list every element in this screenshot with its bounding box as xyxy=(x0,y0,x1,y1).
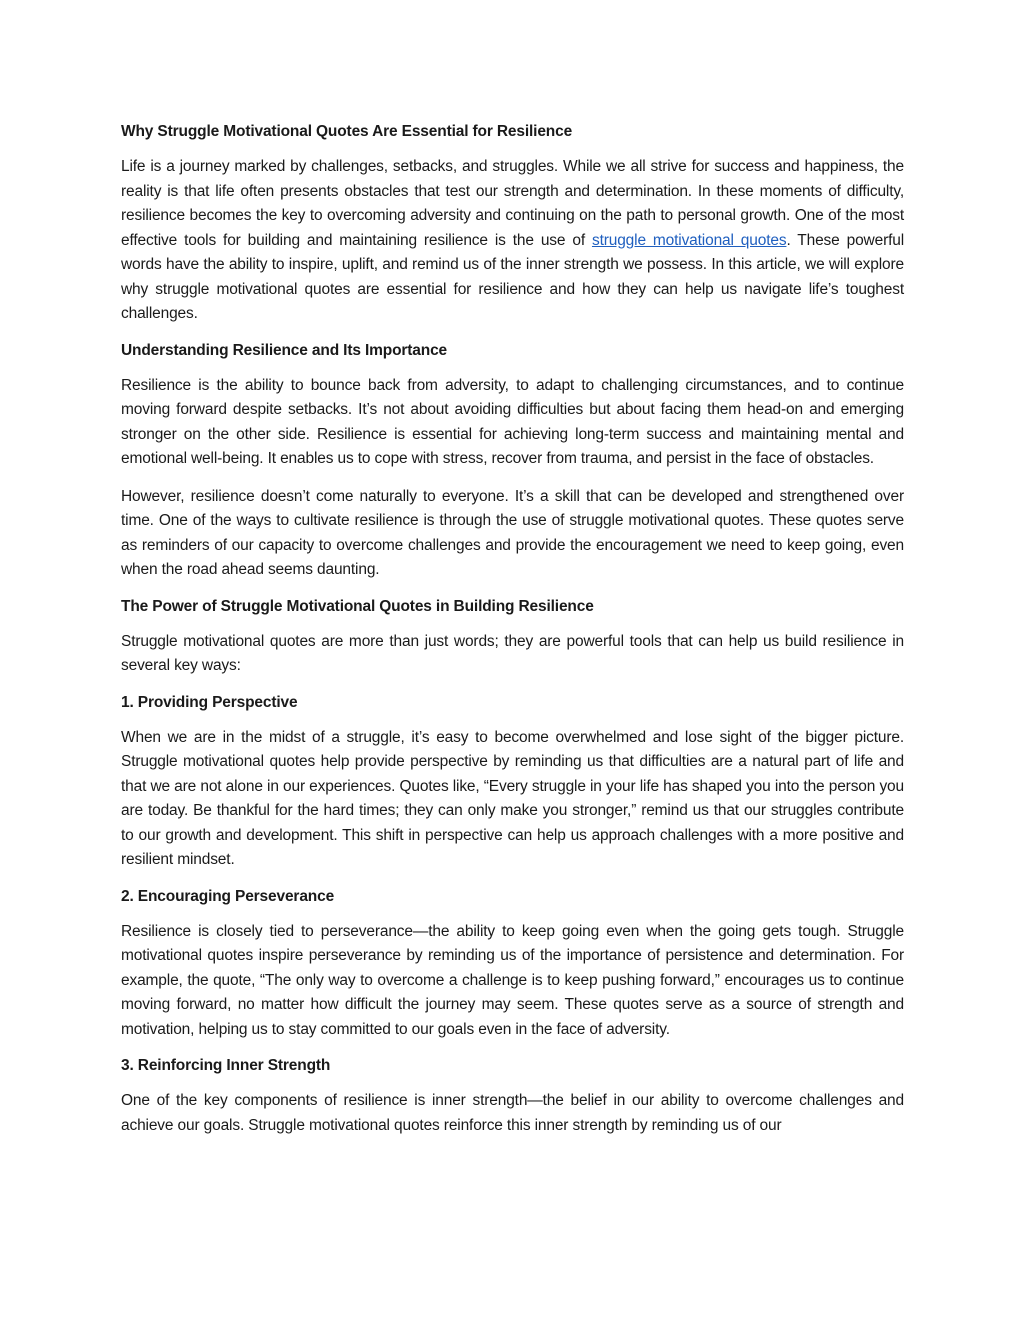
document-page xyxy=(121,121,904,1151)
article-title: Why Struggle Motivational Quotes Are Essential for Resilience xyxy=(121,123,573,140)
perseverance-paragraph: Resilience is closely tied to perseverance—the ability to keep going even when the going gets tough. Struggle motivational quotes inspire perseverance by reminding us of the importance of persistence and determination. For example, the quote, “The only way to overcome a challenge is to keep pushing forward,” encourages us to continue moving forward, no matter how difficult the journey may seem. These quotes serve as a source of strength and motivation, helping us to stay committed to our goals even in the face of adversity. xyxy=(121,922,904,1038)
intro-text-after-link: . These powerful words have the ability to inspire, uplift, and remind us of the inner strength we possess. In this article, we will explore why struggle motivational quotes are essential for resilience and how they can help us navigate life’s toughest challenges. xyxy=(121,231,905,322)
subheading-reinforcing-inner-strength: 3. Reinforcing Inner Strength xyxy=(121,1057,331,1074)
subheading-encouraging-perseverance: 2. Encouraging Perseverance xyxy=(121,887,335,905)
inner-strength-paragraph: One of the key components of resilience is inner strength—the belief in our ability to overcome challenges and achieve our goals. Struggle motivational quotes reinforce this inner strength by reminding us of our xyxy=(121,1092,904,1134)
intro-text-before-link: Life is a journey marked by challenges, setbacks, and struggles. While we all strive for success and happiness, the reality is that life often presents obstacles that test our strength and determination. In these moments of difficulty, resilience becomes the key to overcoming adversity and continuing on the path to personal growth. One of the most effective tools for building and maintaining resilience is the use of xyxy=(121,158,904,249)
struggle-quotes-link[interactable]: struggle motivational quotes xyxy=(591,231,787,249)
section1-paragraph-1: Resilience is the ability to bounce back from adversity, to adapt to challenging circumstances, and to continue moving forward despite setbacks. It’s not about avoiding difficulties but about facing them head-on and emerging stronger on the other side. Resilience is essential for achieving long-term success and maintaining mental and emotional well-being. It enables us to cope with stress, recover from trauma, and persist in the face of obstacles. xyxy=(121,376,904,467)
intro-paragraph xyxy=(121,155,904,327)
section-heading-understanding: Understanding Resilience and Its Importance xyxy=(121,341,448,359)
section1-paragraph-2: However, resilience doesn’t come naturally to everyone. It’s a skill that can be developed and strengthened over time. One of the ways to cultivate resilience is through the use of struggle motivational quotes. These quotes serve as reminders of our capacity to overcome challenges and provide the encouragement we need to keep going, even when the road ahead seems daunting. xyxy=(121,487,904,578)
section-heading-power: The Power of Struggle Motivational Quotes in Building Resilience xyxy=(121,597,594,615)
perspective-paragraph: When we are in the midst of a struggle, it’s easy to become overwhelmed and lose sight of the bigger picture. Struggle motivational quotes help provide perspective by reminding us that difficulties are a natural part of life and that we are not alone in our experiences. Quotes like, “Every struggle in your life has shaped you into the person you are today. Be thankful for the hard times; they can only make you stronger,” remind us that our struggles contribute to our growth and development. This shift in perspective can help us approach challenges with a more positive and resilient mindset. xyxy=(121,728,904,868)
subheading-providing-perspective: 1. Providing Perspective xyxy=(121,693,298,711)
section2-paragraph-1: Struggle motivational quotes are more than just words; they are powerful tools that can help us build resilience in several key ways: xyxy=(121,632,904,674)
